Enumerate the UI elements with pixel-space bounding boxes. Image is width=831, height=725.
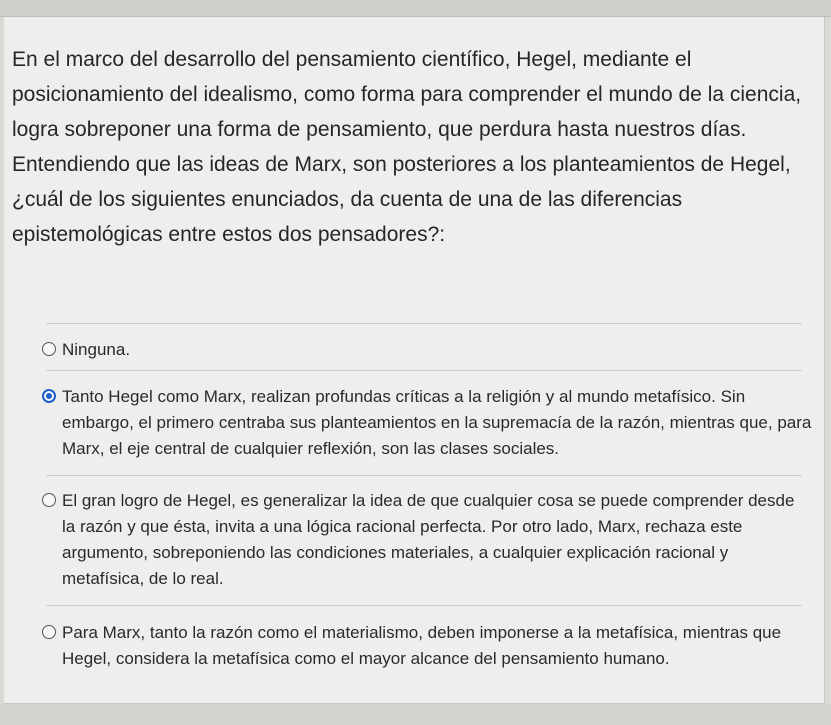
divider xyxy=(46,323,802,324)
radio-unchecked-icon[interactable] xyxy=(42,625,56,639)
option-2[interactable] xyxy=(42,384,812,462)
option-1-label: Ninguna. xyxy=(62,340,131,359)
top-strip xyxy=(0,0,831,17)
divider xyxy=(46,370,802,371)
option-3-label: El gran logro de Hegel, es generalizar la idea de que cualquier cosa se puede comprender desde la razón y que ésta, invita a una lógica racional perfecta. Por otro lado, Marx, rechaza este argumento, sobreponiendo las condiciones materiales, a cualquier explicación racional y metafísica, de lo real. xyxy=(62,491,795,588)
question-paragraph-1: En el marco del desarrollo del pensamiento científico, Hegel, mediante el posicionamiento del idealismo, como forma para comprender el mundo de la ciencia, logra sobreponer una forma de pensamiento, que perdura hasta nuestros días. xyxy=(12,48,802,141)
radio-unchecked-icon[interactable] xyxy=(42,493,56,507)
divider xyxy=(46,475,802,476)
divider xyxy=(46,605,802,606)
radio-unchecked-icon[interactable] xyxy=(42,342,56,356)
bottom-strip xyxy=(0,704,831,725)
option-4-label: Para Marx, tanto la razón como el materialismo, deben imponerse a la metafísica, mientras que Hegel, considera la metafísica como el mayor alcance del pensamiento humano. xyxy=(62,623,782,668)
radio-checked-icon[interactable] xyxy=(42,389,56,403)
option-4[interactable] xyxy=(42,620,812,672)
question-text xyxy=(12,42,812,252)
question-paragraph-2: Entendiendo que las ideas de Marx, son posteriores a los planteamientos de Hegel, ¿cuál de los siguientes enunciados, da cuenta de una de las diferencias epistemológicas entre estos dos pensadores?: xyxy=(12,153,791,246)
option-3[interactable] xyxy=(42,488,812,592)
option-2-label: Tanto Hegel como Marx, realizan profundas críticas a la religión y al mundo metafísico. Sin embargo, el primero centraba sus planteamientos en la supremacía de la razón, mientras que, para Marx, el eje central de cualquier reflexión, son las clases sociales. xyxy=(62,387,812,458)
option-1[interactable] xyxy=(42,337,812,363)
